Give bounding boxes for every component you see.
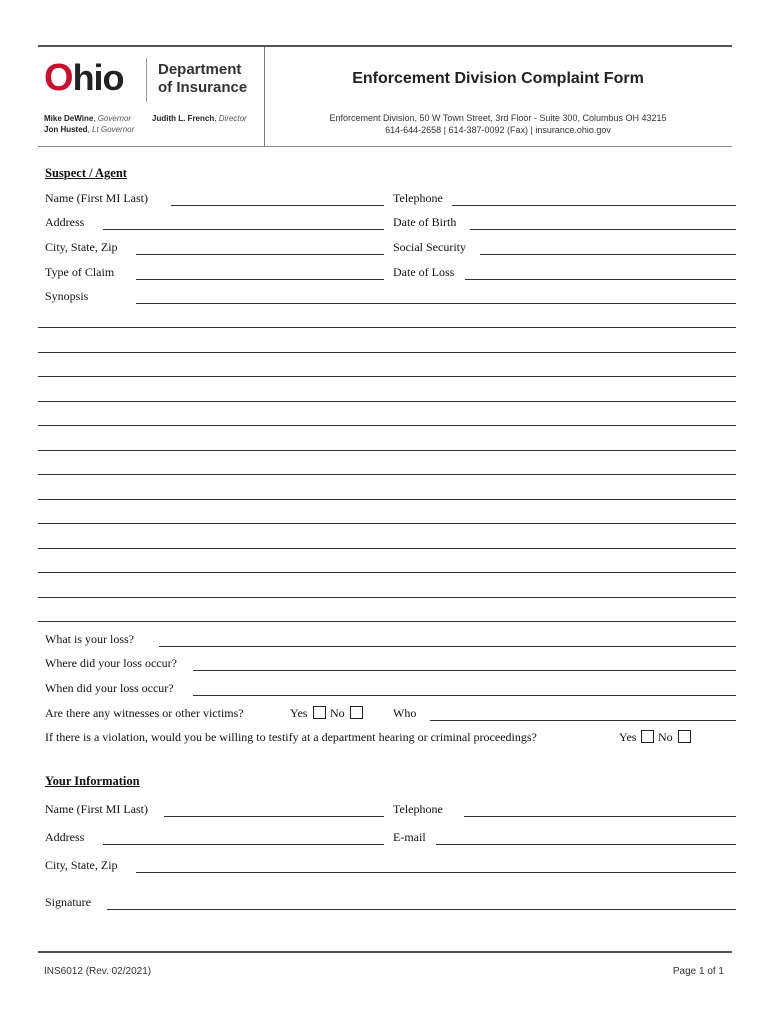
your-email-field[interactable] (436, 844, 736, 845)
witnesses-no-checkbox[interactable] (350, 706, 363, 719)
witnesses-no-label: No (330, 706, 345, 720)
synopsis-line[interactable] (38, 425, 736, 426)
suspect-address-field[interactable] (103, 229, 384, 230)
synopsis-line[interactable] (38, 523, 736, 524)
governor-name: Mike DeWine (44, 114, 94, 123)
testify-yes-checkbox[interactable] (641, 730, 654, 743)
director-block: Judith L. French, Director (152, 114, 247, 123)
witnesses-yes-label: Yes (290, 706, 308, 720)
suspect-claim-field[interactable] (136, 279, 384, 280)
loss-when-field[interactable] (193, 695, 736, 696)
suspect-loss-date-field[interactable] (465, 279, 736, 280)
department-logo-text (158, 61, 247, 97)
suspect-loss-date-label: Date of Loss (393, 265, 455, 279)
signature-field[interactable] (107, 909, 736, 910)
suspect-claim-label: Type of Claim (45, 265, 115, 279)
synopsis-line[interactable] (38, 597, 736, 598)
testify-no-label: No (658, 730, 673, 744)
division-address (264, 112, 732, 136)
header-bottom-rule (38, 146, 732, 147)
your-name-label: Name (First MI Last) (45, 802, 148, 816)
testify-no-checkbox[interactable] (678, 730, 691, 743)
suspect-ssn-label: Social Security (393, 240, 466, 254)
witnesses-label: Are there any witnesses or other victims? (45, 706, 244, 720)
governor-title: Governor (97, 114, 132, 123)
suspect-name-label: Name (First MI Last) (45, 191, 148, 205)
suspect-dob-label: Date of Birth (393, 215, 457, 229)
your-address-field[interactable] (103, 844, 384, 845)
header-top-rule (38, 45, 732, 47)
logo-divider (146, 58, 147, 102)
synopsis-label: Synopsis (45, 289, 89, 303)
suspect-city-field[interactable] (136, 254, 384, 255)
your-city-field[interactable] (136, 872, 736, 873)
loss-what-field[interactable] (159, 646, 736, 647)
loss-where-label: Where did your loss occur? (45, 656, 177, 670)
suspect-address-label: Address (45, 215, 85, 229)
suspect-city-label: City, State, Zip (45, 240, 118, 254)
logo-dept-line1: Department (158, 61, 242, 78)
synopsis-line[interactable] (136, 303, 736, 304)
your-telephone-label: Telephone (393, 802, 443, 816)
witnesses-yes-checkbox[interactable] (313, 706, 326, 719)
director-name: Judith L. French (152, 114, 215, 123)
suspect-name-field[interactable] (171, 205, 384, 206)
synopsis-line[interactable] (38, 572, 736, 573)
testify-yes-label: Yes (619, 730, 637, 744)
form-number: INS6012 (Rev. 02/2021) (44, 966, 152, 977)
your-name-field[interactable] (164, 816, 384, 817)
your-city-label: City, State, Zip (45, 858, 118, 872)
your-address-label: Address (45, 830, 85, 844)
address-line-2: 614-644-2658 | 614-387-0092 (Fax) | insurance.ohio.gov (385, 125, 611, 135)
lt-governor-title: Lt Governor (92, 125, 135, 134)
synopsis-line[interactable] (38, 352, 736, 353)
synopsis-line[interactable] (38, 327, 736, 328)
ohio-logo-o: O (44, 57, 73, 99)
director-title: Director (218, 114, 247, 123)
loss-when-label: When did your loss occur? (45, 681, 174, 695)
logo-dept-line2: of Insurance (158, 79, 248, 96)
form-title: Enforcement Division Complaint Form (352, 70, 644, 87)
lt-governor-name: Jon Husted (44, 125, 88, 134)
ohio-logo (44, 56, 124, 100)
ohio-logo-rest: hio (72, 57, 124, 98)
your-telephone-field[interactable] (464, 816, 736, 817)
suspect-telephone-label: Telephone (393, 191, 443, 205)
address-line-1: Enforcement Division, 50 W Town Street, 3rd Floor - Suite 300, Columbus OH 43215 (329, 113, 667, 123)
synopsis-line[interactable] (38, 401, 736, 402)
synopsis-line[interactable] (38, 621, 736, 622)
synopsis-line[interactable] (38, 499, 736, 500)
who-label: Who (393, 706, 417, 720)
who-field[interactable] (430, 720, 736, 721)
signature-label: Signature (45, 895, 91, 909)
synopsis-line[interactable] (38, 450, 736, 451)
suspect-ssn-field[interactable] (480, 254, 736, 255)
loss-what-label: What is your loss? (45, 632, 134, 646)
synopsis-line[interactable] (38, 474, 736, 475)
your-info-section-title: Your Information (45, 774, 140, 788)
governor-block: Mike DeWine, Governor Jon Husted, Lt Governor (44, 114, 135, 134)
page-number: Page 1 of 1 (672, 966, 724, 977)
suspect-section-title: Suspect / Agent (45, 166, 127, 180)
your-email-label: E-mail (393, 830, 426, 844)
footer-rule (38, 951, 732, 953)
suspect-dob-field[interactable] (470, 229, 736, 230)
loss-where-field[interactable] (193, 670, 736, 671)
testify-label: If there is a violation, would you be willing to testify at a department hearing or criminal proceedings? (45, 730, 537, 744)
synopsis-line[interactable] (38, 548, 736, 549)
suspect-telephone-field[interactable] (452, 205, 736, 206)
synopsis-line[interactable] (38, 376, 736, 377)
